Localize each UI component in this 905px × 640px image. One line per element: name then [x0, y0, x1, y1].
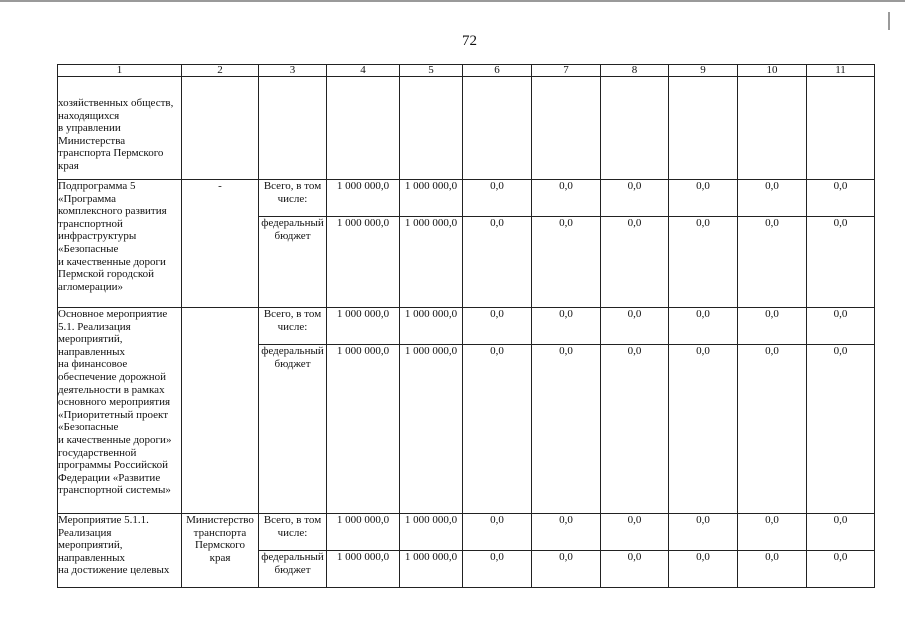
value-cell: 0,0 [669, 217, 738, 308]
executor-cell [182, 514, 259, 588]
name-line: программы Российской [58, 459, 169, 472]
header-col-5: 5 [400, 65, 463, 77]
value-cell: 0,0 [807, 345, 875, 514]
value-cell: 0,0 [669, 180, 738, 217]
top-rule [0, 0, 905, 2]
name-line: находящихся [58, 109, 120, 122]
item-name-cell [58, 514, 182, 588]
executor-line: транспорта [193, 526, 247, 539]
executor-cell [182, 308, 259, 514]
empty-cell [327, 77, 400, 180]
value-cell: 1 000 000,0 [400, 217, 463, 308]
value-cell: 0,0 [807, 217, 875, 308]
empty-cell [601, 77, 669, 180]
empty-cell [807, 77, 875, 180]
name-line: «Приоритетный проект [58, 408, 169, 421]
table-row [58, 514, 875, 551]
executor-line: - [218, 180, 222, 192]
header-col-11: 11 [807, 65, 875, 77]
funding-source-line: федеральный [261, 345, 324, 357]
value-cell: 1 000 000,0 [327, 217, 400, 308]
value-cell: 0,0 [669, 514, 738, 551]
executor-line: Пермского [194, 539, 246, 552]
value-cell: 0,0 [807, 180, 875, 217]
value-cell: 0,0 [669, 551, 738, 588]
table-row [58, 77, 875, 180]
name-line: мероприятий, [58, 539, 123, 552]
name-line: Мероприятие 5.1.1. [58, 514, 149, 526]
value-cell: 0,0 [532, 551, 601, 588]
name-line: Федерации «Развитие [58, 471, 161, 484]
funding-source-line: бюджет [274, 563, 311, 576]
name-line: комплексного развития [58, 205, 167, 218]
header-col-2: 2 [182, 65, 259, 77]
name-line: транспортной [58, 217, 123, 230]
empty-cell [738, 77, 807, 180]
value-cell: 0,0 [463, 308, 532, 345]
table-row [58, 308, 875, 345]
name-line: «Безопасные [58, 421, 119, 434]
name-line: направленных [58, 551, 125, 564]
page-number: 72 [462, 33, 477, 49]
value-cell: 0,0 [738, 217, 807, 308]
value-cell: 0,0 [532, 180, 601, 217]
funding-source-cell [259, 180, 327, 217]
value-cell: 0,0 [601, 308, 669, 345]
name-line: хозяйственных обществ, [58, 97, 174, 109]
name-line: «Программа [58, 192, 117, 205]
value-cell: 0,0 [669, 308, 738, 345]
name-line: Основное мероприятие [58, 308, 168, 320]
name-line: направленных [58, 345, 125, 358]
name-line: мероприятий, [58, 333, 123, 346]
value-cell: 1 000 000,0 [327, 180, 400, 217]
funding-source-line: федеральный [261, 217, 324, 229]
empty-cell [669, 77, 738, 180]
item-name-cell [58, 308, 182, 514]
funding-source-cell [259, 514, 327, 551]
name-line: и качественные дороги [58, 255, 166, 268]
name-line: агломерации» [58, 280, 124, 293]
executor-cell [182, 180, 259, 308]
value-cell: 0,0 [532, 308, 601, 345]
table-body [58, 65, 875, 588]
executor-line: края [209, 551, 231, 564]
name-line: Пермской городской [58, 268, 154, 281]
empty-cell [463, 77, 532, 180]
value-cell: 0,0 [463, 180, 532, 217]
table-row [58, 180, 875, 217]
value-cell: 0,0 [463, 345, 532, 514]
value-cell: 1 000 000,0 [327, 345, 400, 514]
value-cell: 0,0 [738, 308, 807, 345]
value-cell: 0,0 [532, 345, 601, 514]
value-cell: 0,0 [601, 345, 669, 514]
header-col-7: 7 [532, 65, 601, 77]
value-cell: 0,0 [601, 551, 669, 588]
edge-mark [888, 12, 890, 30]
value-cell: 1 000 000,0 [327, 514, 400, 551]
funding-source-cell [259, 551, 327, 588]
name-line: Подпрограмма 5 [58, 180, 136, 192]
name-line: обеспечение дорожной [58, 370, 167, 383]
funding-source-cell [259, 217, 327, 308]
name-line: транспорта Пермского [58, 147, 164, 160]
value-cell: 1 000 000,0 [327, 551, 400, 588]
value-cell: 1 000 000,0 [400, 308, 463, 345]
name-line: 5.1. Реализация [58, 320, 131, 333]
executor-line: Министерство [186, 514, 254, 526]
name-line: «Безопасные [58, 242, 119, 255]
value-cell: 0,0 [601, 514, 669, 551]
name-line: края [58, 159, 79, 172]
funding-source-cell [259, 308, 327, 345]
name-line: основного мероприятия [58, 396, 171, 409]
funding-source-line: числе: [277, 192, 308, 205]
value-cell: 1 000 000,0 [400, 180, 463, 217]
name-line: транспортной системы» [58, 484, 171, 497]
name-line: Министерства [58, 134, 126, 147]
funding-source-line: бюджет [274, 229, 311, 242]
funding-source-line: федеральный [261, 551, 324, 563]
funding-source-line: числе: [277, 526, 308, 539]
funding-source-cell [259, 345, 327, 514]
name-line: Реализация [58, 526, 112, 539]
name-line: инфраструктуры [58, 230, 137, 243]
name-line: на достижение целевых [58, 564, 170, 577]
funding-source-line: бюджет [274, 357, 311, 370]
header-col-4: 4 [327, 65, 400, 77]
header-row [58, 65, 875, 77]
budget-table [57, 64, 875, 588]
value-cell: 0,0 [532, 217, 601, 308]
value-cell: 0,0 [463, 551, 532, 588]
funding-source-line: числе: [277, 320, 308, 333]
continuation-name-cell [58, 77, 182, 180]
value-cell: 1 000 000,0 [400, 551, 463, 588]
value-cell: 1 000 000,0 [400, 514, 463, 551]
funding-source-line: Всего, в том [263, 514, 322, 526]
name-line: государственной [58, 446, 137, 459]
value-cell: 0,0 [807, 514, 875, 551]
name-line: на финансовое [58, 358, 128, 371]
funding-source-line: Всего, в том [263, 308, 322, 320]
value-cell: 0,0 [738, 345, 807, 514]
value-cell: 1 000 000,0 [400, 345, 463, 514]
value-cell: 0,0 [463, 217, 532, 308]
header-col-3: 3 [259, 65, 327, 77]
name-line: в управлении [58, 122, 121, 135]
empty-cell [400, 77, 463, 180]
header-col-1: 1 [58, 65, 182, 77]
value-cell: 0,0 [463, 514, 532, 551]
empty-cell [182, 77, 259, 180]
value-cell: 0,0 [738, 514, 807, 551]
value-cell: 0,0 [807, 308, 875, 345]
empty-cell [532, 77, 601, 180]
name-line: деятельности в рамках [58, 383, 165, 396]
value-cell: 0,0 [601, 217, 669, 308]
header-col-9: 9 [669, 65, 738, 77]
value-cell: 0,0 [532, 514, 601, 551]
header-col-10: 10 [738, 65, 807, 77]
header-col-8: 8 [601, 65, 669, 77]
funding-source-line: Всего, в том [263, 180, 322, 192]
value-cell: 0,0 [669, 345, 738, 514]
value-cell: 1 000 000,0 [327, 308, 400, 345]
empty-cell [259, 77, 327, 180]
header-col-6: 6 [463, 65, 532, 77]
value-cell: 0,0 [738, 180, 807, 217]
item-name-cell [58, 180, 182, 308]
name-line: и качественные дороги» [58, 433, 172, 446]
value-cell: 0,0 [738, 551, 807, 588]
value-cell: 0,0 [807, 551, 875, 588]
value-cell: 0,0 [601, 180, 669, 217]
